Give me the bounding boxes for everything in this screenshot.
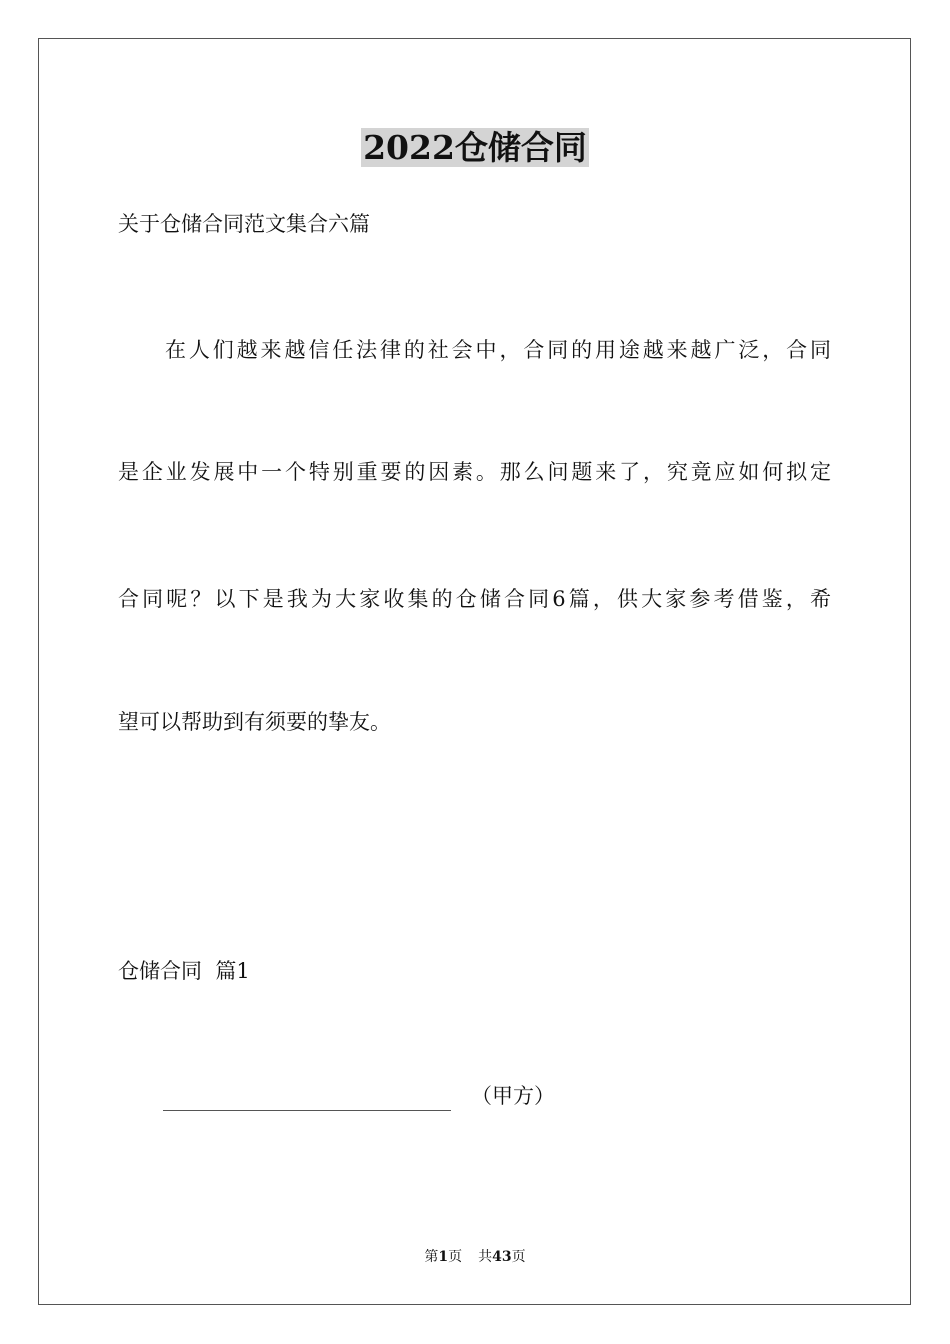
footer-total-pages: 43	[492, 1249, 512, 1265]
footer-page-prefix: 第	[424, 1249, 439, 1265]
document-subtitle: 关于仓储合同范文集合六篇	[118, 212, 370, 236]
section-heading: 仓储合同 篇1	[118, 959, 250, 983]
intro-line-1: 在人们越来越信任法律的社会中，合同的用途越来越广泛，合同	[165, 338, 831, 362]
footer-total-suffix: 页	[511, 1249, 526, 1265]
intro-line-4: 望可以帮助到有须要的挚友。	[118, 710, 391, 734]
document-title-text: 2022仓储合同	[363, 128, 587, 167]
intro-line-3: 合同呢？以下是我为大家收集的仓储合同6篇，供大家参考借鉴，希	[118, 587, 831, 611]
intro-line-2: 是企业发展中一个特别重要的因素。那么问题来了，究竟应如何拟定	[118, 460, 831, 484]
party-a-row	[163, 1081, 555, 1111]
document-title	[0, 126, 950, 170]
page-footer	[0, 1247, 950, 1267]
footer-page-suffix: 页	[448, 1249, 463, 1265]
footer-total-prefix: 共	[478, 1249, 493, 1265]
party-a-label: （甲方）	[471, 1084, 555, 1108]
footer-page-number: 1	[438, 1249, 449, 1265]
party-a-blank-line	[163, 1088, 451, 1111]
